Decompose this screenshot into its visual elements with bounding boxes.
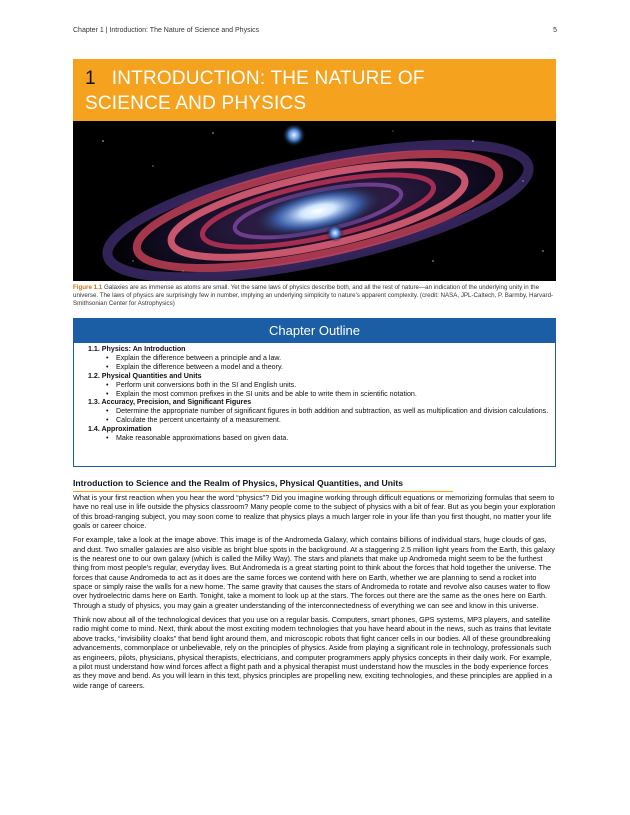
outline-objectives-list [88,354,549,372]
running-header [73,27,557,34]
andromeda-galaxy-illustration [73,121,556,281]
figure-label: Figure 1.1 [73,284,103,291]
outline-objective: • Make reasonable approximations based on given data. [116,434,549,443]
chapter-title-line-1 [85,66,544,91]
outline-objectives-list [88,381,549,399]
outline-section-heading: 1.3. Accuracy, Precision, and Significant Figures [88,398,252,407]
chapter-outline [73,318,556,467]
section-heading: Introduction to Science and the Realm of Physics, Physical Quantities, and Units [73,478,453,492]
chapter-outline-title: Chapter Outline [74,319,555,343]
chapter-banner [73,59,556,121]
outline-objective: • Determine the appropriate number of significant figures in both addition and subtraction, as well as multiplication and division calculations. [116,407,549,416]
outline-section-heading: 1.4. Approximation [88,425,152,434]
outline-objectives-list [88,407,549,425]
paragraph: For example, take a look at the image above. This image is of the Andromeda Galaxy, which contains billions of individual stars, huge clouds of gas, and dust. Two smaller galaxies are also visible as bright blue spots in the background. At a staggering 2.5 million light years from the Earth, this galaxy is the nearest one to our own galaxy (which is called the Milky Way). The stars and planets that make up Andromeda might seem to be the furthest thing from most people's regular, everyday lives. But Andromeda is a great starting point to think about the forces that hold together the universe. The forces that cause Andromeda to act as it does are the same forces we contend with here on Earth, whether we are planning to send a rocket into space or simply raise the walls for a new home. The same gravity that causes the stars of Andromeda to rotate and revolve also causes water to flow over hydroelectric dams here on Earth. Tonight, take a moment to look up at the stars. The forces out there are the same as the ones here on Earth. Through a study of physics, you may gain a greater understanding of the interconnectedness of everything we can see and know in this universe. [73,535,555,610]
outline-objective: • Explain the difference between a model and a theory. [116,363,549,372]
body-text [73,493,557,695]
paragraph: What is your first reaction when you hear the word “physics”? Did you imagine working through difficult equations or memorizing formulas that seem to have no real use in life outside the physics classroom? Many people come to the subject of physics with a bit of fear. But as you begin your exploration of this broad-ranging subject, you may soon come to realize that physics plays a much larger role in your life than you first thought, no matter your life goals or career choice. [73,493,556,531]
figure-caption [73,284,557,309]
figure-caption-text: Galaxies are as immense as atoms are small. Yet the same laws of physics describe both, and all the rest of nature—an indication of the underlying unity in the universe. The laws of physics are surprisingly few in number, implying an underlying simplicity to nature's apparent complexity. (credit: NASA, JPL-Caltech, P. Barmby, Harvard-Smithsonian Center for Astrophysics) [73,284,554,308]
chapter-title-text-1: INTRODUCTION: THE NATURE OF [111,68,425,89]
outline-objective: • Calculate the percent uncertainty of a measurement. [116,416,549,425]
outline-objectives-list [88,434,549,443]
outline-section-heading: 1.1. Physics: An Introduction [88,345,186,353]
chapter-title-line-2: SCIENCE AND PHYSICS [85,93,307,114]
galaxy-image [73,121,556,281]
page-number: 5 [553,27,557,34]
outline-section-heading: 1.2. Physical Quantities and Units [88,371,202,380]
paragraph: Think now about all of the technological devices that you use on a regular basis. Computers, smart phones, GPS systems, MP3 players, and satellite radio might come to mind. Next, think about the most exciting modern technologies that you have heard about in the news, such as trains that levitate above tracks, “invisibility cloaks” that bend light around them, and microscopic robots that fight cancer cells in our bodies. All of these groundbreaking advancements, commonplace or unbelievable, rely on the principles of physics. Aside from playing a significant role in technology, professionals such as engineers, pilots, physicians, physical therapists, electricians, and computer programmers apply physics concepts in their daily work. For example, a pilot must understand how wind forces affect a flight path and a physical therapist must understand how the muscles in the body experience forces as they move and bend. As you will learn in this text, physics principles are propelling new, exciting technologies, and these principles are applied in a wide range of careers. [73,615,553,690]
outline-objective: • Perform unit conversions both in the SI and English units. [116,381,549,390]
chapter-outline-body [74,343,555,443]
outline-objective: • Explain the difference between a principle and a law. [116,354,549,363]
chapter-number: 1 [85,68,96,89]
outline-objective: • Explain the most common prefixes in the SI units and be able to write them in scientific notation. [116,390,549,399]
running-header-title: Chapter 1 | Introduction: The Nature of Science and Physics [73,27,260,34]
